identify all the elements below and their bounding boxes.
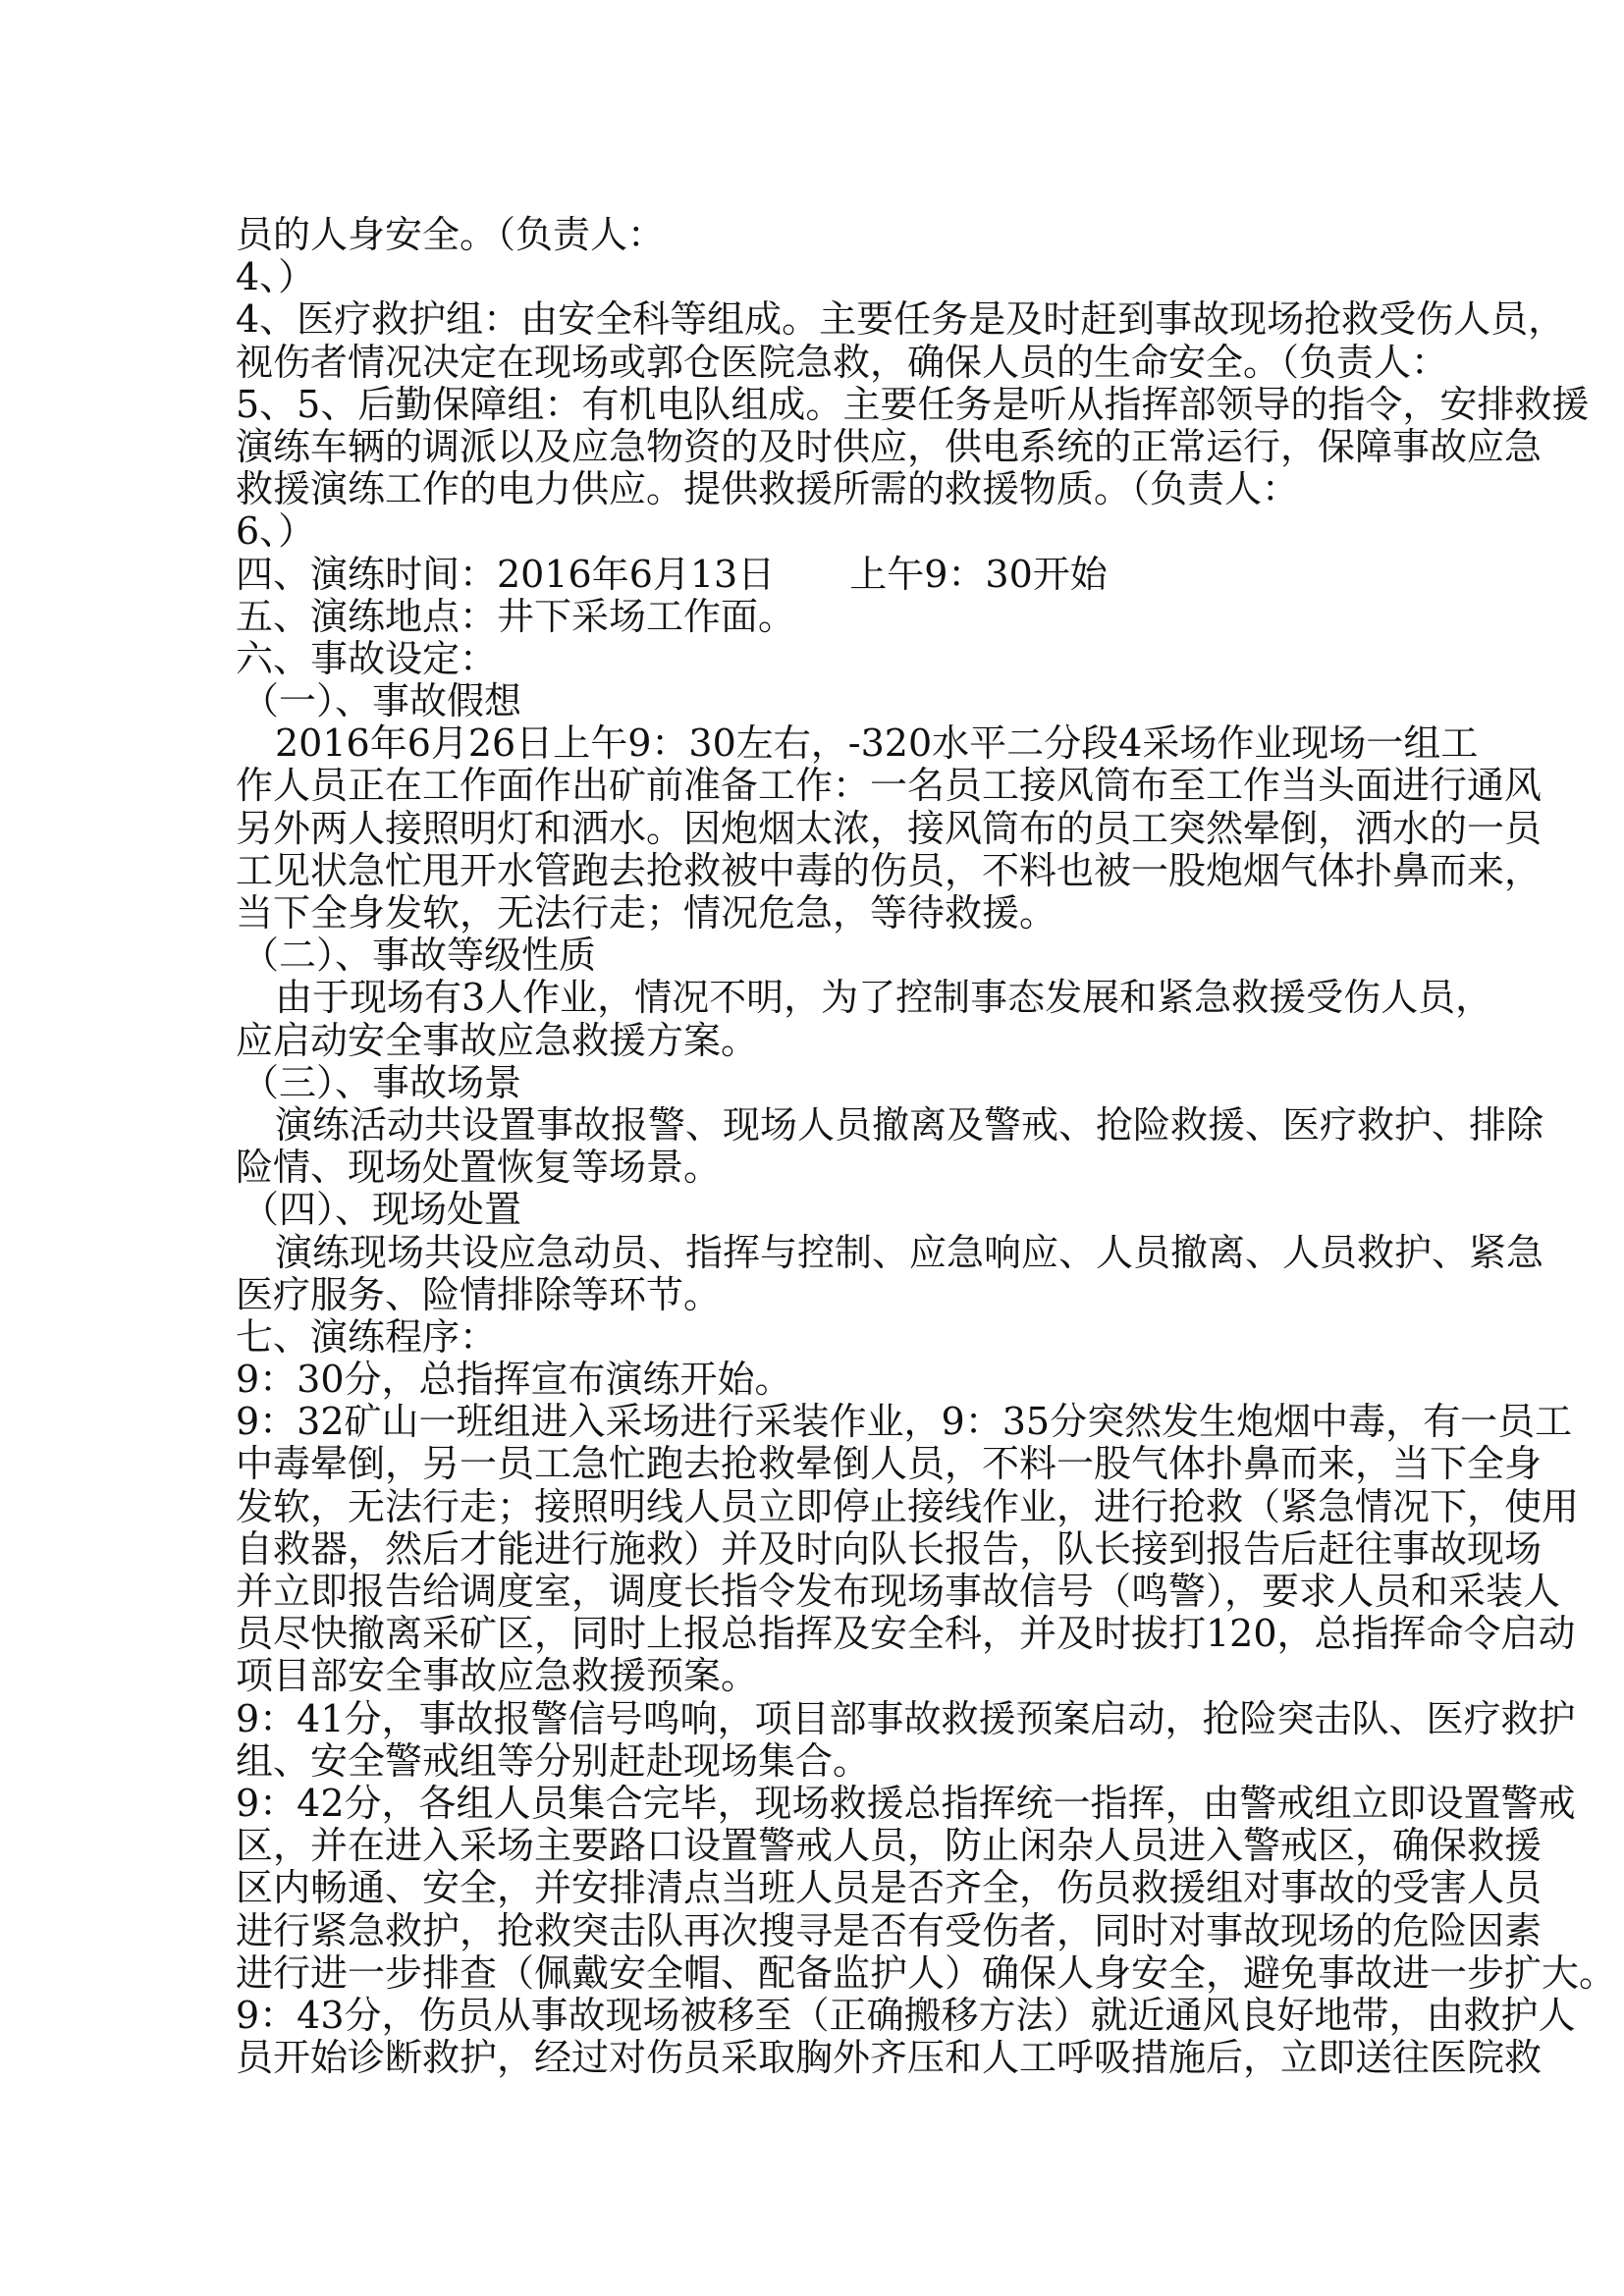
section-heading: 六、事故设定： [236,636,498,680]
text-line: 9：43分，伤员从事故现场被移至（正确搬移方法）就近通风良好地带，由救护人 [236,1993,1576,2037]
section-heading: 五、演练地点：井下采场工作面。 [236,594,796,638]
text-line: 视伤者情况决定在现场或郭仓医院急救，确保人员的生命安全。（负责人： [236,340,1449,384]
text-line: 9：41分，事故报警信号鸣响，项目部事故救援预案启动，抢险突击队、医疗救护 [236,1696,1576,1740]
text-line: 6、） [236,509,316,554]
text-line: 另外两人接照明灯和洒水。因炮烟太浓，接风筒布的员工突然晕倒，洒水的一员 [236,806,1543,850]
text-line: 4、医疗救护组：由安全科等组成。主要任务是及时赶到事故现场抢救受伤人员， [236,297,1566,342]
text-line: 进行紧急救护，抢救突击队再次搜寻是否有受伤者，同时对事故现场的危险因素 [236,1908,1543,1952]
text-line: 自救器，然后才能进行施救）并及时向队长报告，队长接到报告后赶往事故现场 [236,1526,1543,1571]
text-line: 由于现场有3人作业，情况不明，为了控制事态发展和紧急救援受伤人员， [275,976,1493,1020]
text-line: 员开始诊断救护，经过对伤员采取胸外齐压和人工呼吸措施后，立即送往医院救 [236,2036,1543,2080]
text-line: 组、安全警戒组等分别赶赴现场集合。 [236,1738,871,1783]
text-line: 应启动安全事故应急救援方案。 [236,1018,759,1062]
text-line: 区，并在进入采场主要路口设置警戒人员，防止闲杂人员进入警戒区，确保救援 [236,1824,1543,1868]
text-line: 进行进一步排查（佩戴安全帽、配备监护人）确保人身安全，避免事故进一步扩大。 [236,1950,1617,1995]
text-line: 演练车辆的调派以及应急物资的及时供应，供电系统的正常运行，保障事故应急 [236,424,1543,468]
text-line: 并立即报告给调度室，调度长指令发布现场事故信号（鸣警），要求人员和采装人 [236,1570,1561,1613]
text-line: 演练现场共设应急动员、指挥与控制、应急响应、人员撤离、人员救护、紧急 [275,1230,1544,1274]
text-line: 救援演练工作的电力供应。提供救援所需的救援物质。（负责人： [236,467,1300,511]
section-heading: 四、演练时间：2016年6月13日 上午9：30开始 [236,552,1108,596]
text-line: 当下全身发软，无法行走；情况危急，等待救援。 [236,891,1057,934]
text-line: 9：30分，总指挥宣布演练开始。 [236,1358,792,1402]
text-line: 险情、现场处置恢复等场景。 [236,1146,722,1190]
text-line: 演练活动共设置事故报警、现场人员撤离及警戒、抢险救援、医疗救护、排除 [275,1102,1544,1147]
text-line: 发软，无法行走；接照明线人员立即停止接线作业，进行抢救（紧急情况下，使用 [236,1484,1580,1528]
text-line: 作人员正在工作面作出矿前准备工作：一名员工接风筒布至工作当头面进行通风 [236,764,1543,808]
text-line: 区内畅通、安全，并安排清点当班人员是否齐全，伤员救援组对事故的受害人员 [236,1866,1543,1910]
text-line: 员尽快撤离采矿区，同时上报总指挥及安全科，并及时拔打120，总指挥命令启动 [236,1612,1576,1656]
text-line: 医疗服务、险情排除等环节。 [236,1272,722,1316]
subsection-heading: （二）、事故等级性质 [242,934,597,978]
text-line: 2016年6月26日上午9：30左右，-320水平二分段4采场作业现场一组工 [275,721,1479,766]
document-body [236,213,1617,2080]
text-line: 工见状急忙甩开水管跑去抢救被中毒的伤员，不料也被一股炮烟气体扑鼻而来， [236,848,1543,892]
subsection-heading: （四）、现场处置 [242,1188,522,1232]
subsection-heading: （一）、事故假想 [242,679,522,723]
text-line: 5、5、后勤保障组：有机电队组成。主要任务是听从指挥部领导的指令，安排救援 [236,382,1590,426]
section-heading: 七、演练程序： [236,1314,498,1359]
text-line: 4、） [236,255,316,299]
subsection-heading: （三）、事故场景 [242,1060,522,1104]
text-line: 9：32矿山一班组进入采场进行采装作业，9：35分突然发生炮烟中毒，有一员工 [236,1400,1573,1444]
text-line: 中毒晕倒，另一员工急忙跑去抢救晕倒人员，不料一股气体扑鼻而来，当下全身 [236,1442,1543,1486]
text-line: 9：42分，各组人员集合完毕，现场救援总指挥统一指挥，由警戒组立即设置警戒 [236,1781,1576,1825]
text-line: 项目部安全事故应急救援预案。 [236,1654,759,1698]
text-line: 员的人身安全。（负责人： [236,213,666,256]
